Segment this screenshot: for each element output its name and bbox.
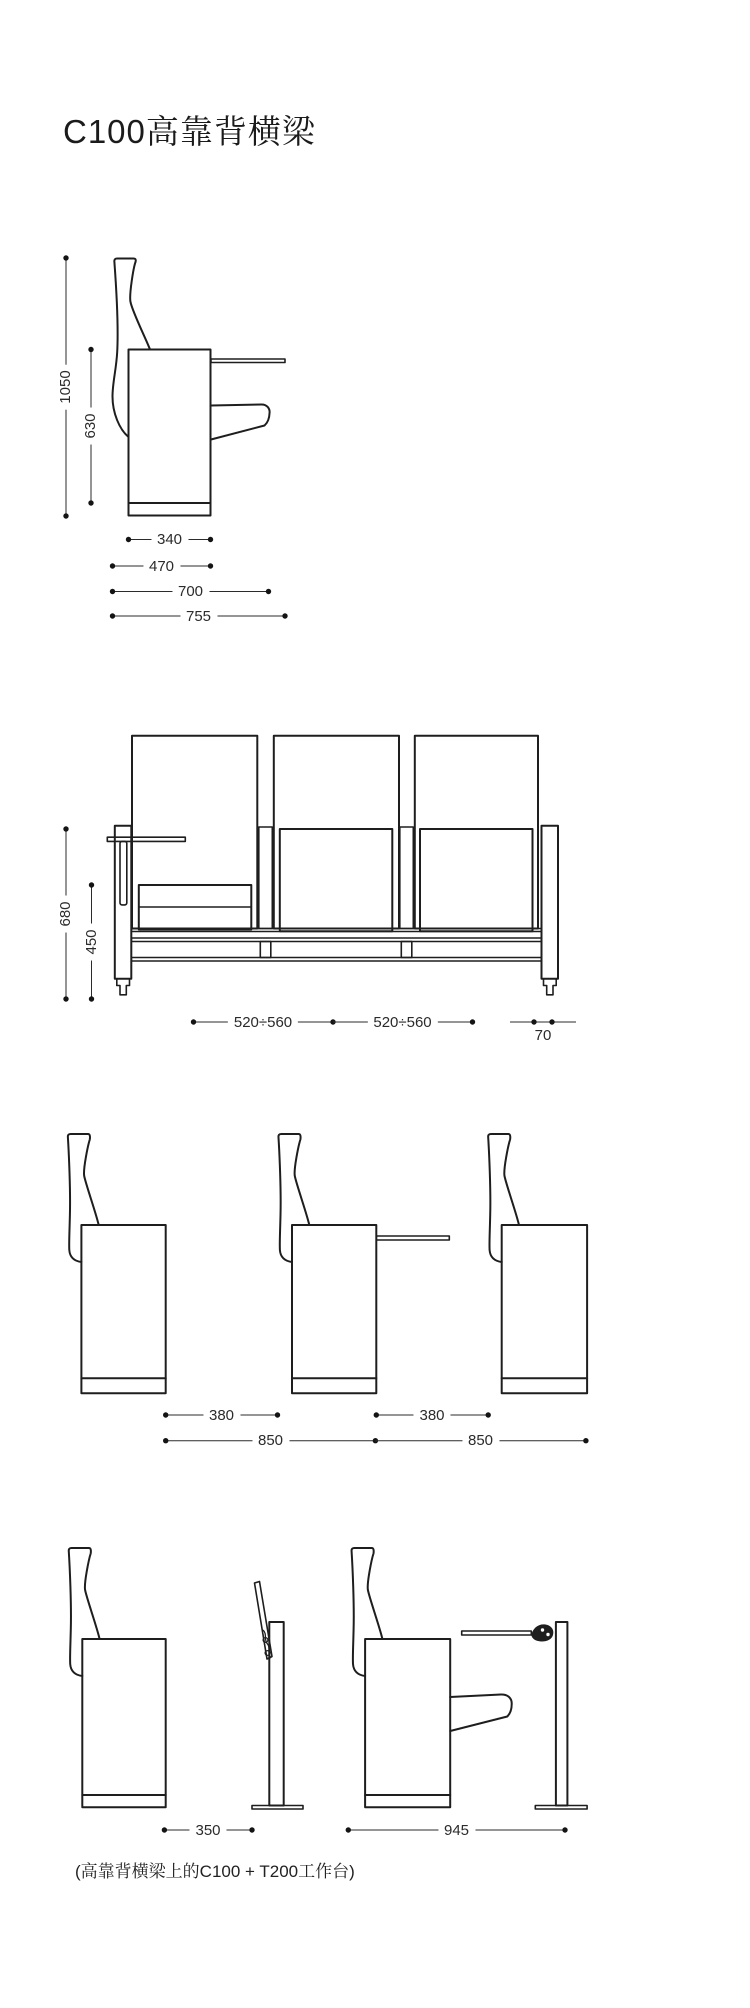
end-standard-left — [115, 826, 132, 979]
mid-standard-1-lower — [260, 942, 271, 958]
seat-3-folded-up — [420, 829, 533, 931]
end-leg-left — [117, 979, 130, 995]
front-view-drawing — [63, 736, 576, 1025]
dim-label-850-left: 850 — [252, 1433, 289, 1450]
dim-label-380-left: 380 — [203, 1407, 240, 1424]
seat-body-e — [365, 1639, 450, 1807]
t200-folded-stand — [252, 1582, 303, 1810]
beam-rail-3 — [131, 958, 541, 962]
folded-seat-pan-e — [450, 1694, 512, 1731]
backrest-profile-d — [69, 1548, 100, 1676]
dim-label-450: 450 — [83, 923, 100, 960]
backrest-1 — [132, 736, 257, 929]
dim-label-700: 700 — [172, 584, 209, 601]
t200-post-open — [556, 1622, 568, 1806]
backrest-profile-b — [278, 1134, 309, 1262]
t200-hinge-pin-1 — [541, 1628, 544, 1631]
dim-label-755: 755 — [180, 608, 217, 625]
dim-label-350: 350 — [189, 1822, 226, 1839]
backrest-2 — [274, 736, 399, 929]
tablet-arm-b — [376, 1236, 449, 1240]
dim-label-70: 70 — [534, 1027, 552, 1044]
tablet-top-front — [107, 837, 185, 841]
row-view-drawing — [68, 1134, 589, 1443]
dim-label-850-right: 850 — [462, 1433, 499, 1450]
end-leg-right — [544, 979, 557, 995]
seat-2-folded-up — [280, 829, 393, 931]
backrest-profile-c — [488, 1134, 519, 1262]
dim-label-945: 945 — [438, 1822, 475, 1839]
backrest-profile-a — [68, 1134, 99, 1262]
tablet-post-front — [120, 841, 127, 905]
mid-standard-2 — [400, 827, 414, 929]
end-standard-right — [542, 826, 559, 979]
seat-body-d — [82, 1639, 165, 1807]
t200-hinge-pin-2 — [546, 1633, 549, 1636]
dim-line-70 — [510, 1019, 576, 1024]
t200-view-drawing — [69, 1548, 587, 1833]
backrest-3 — [415, 736, 538, 929]
t200-base-open — [535, 1806, 587, 1810]
dim-label-680: 680 — [58, 895, 75, 932]
dim-label-pitch-left: 520÷560 — [228, 1014, 298, 1031]
t200-worktop-open — [462, 1631, 532, 1635]
seat-body-c — [502, 1225, 587, 1393]
dim-label-1050: 1050 — [58, 364, 75, 409]
t200-open-stand — [462, 1622, 587, 1809]
backrest-profile — [112, 259, 150, 438]
tablet-arm-side — [211, 359, 285, 363]
mid-standard-2-lower — [401, 942, 412, 958]
mid-standard-1 — [259, 827, 273, 929]
figure-caption: (高靠背横梁上的C100 + T200工作台) — [75, 1862, 355, 1881]
t200-base-folded — [252, 1806, 303, 1810]
seat-body-b — [292, 1225, 376, 1393]
beam-rail-2 — [131, 938, 541, 942]
dim-label-380-right: 380 — [413, 1407, 450, 1424]
seat-body — [129, 350, 211, 516]
t200-hinge-open — [531, 1624, 553, 1641]
page-title: C100高靠背横梁 — [63, 113, 316, 150]
dim-label-pitch-right: 520÷560 — [367, 1014, 437, 1031]
folded-seat-pan — [211, 404, 270, 439]
dim-label-630: 630 — [83, 407, 100, 444]
dim-label-470: 470 — [143, 558, 180, 575]
dim-label-340: 340 — [151, 532, 188, 549]
seat-body-a — [81, 1225, 165, 1393]
backrest-profile-e — [352, 1548, 383, 1676]
